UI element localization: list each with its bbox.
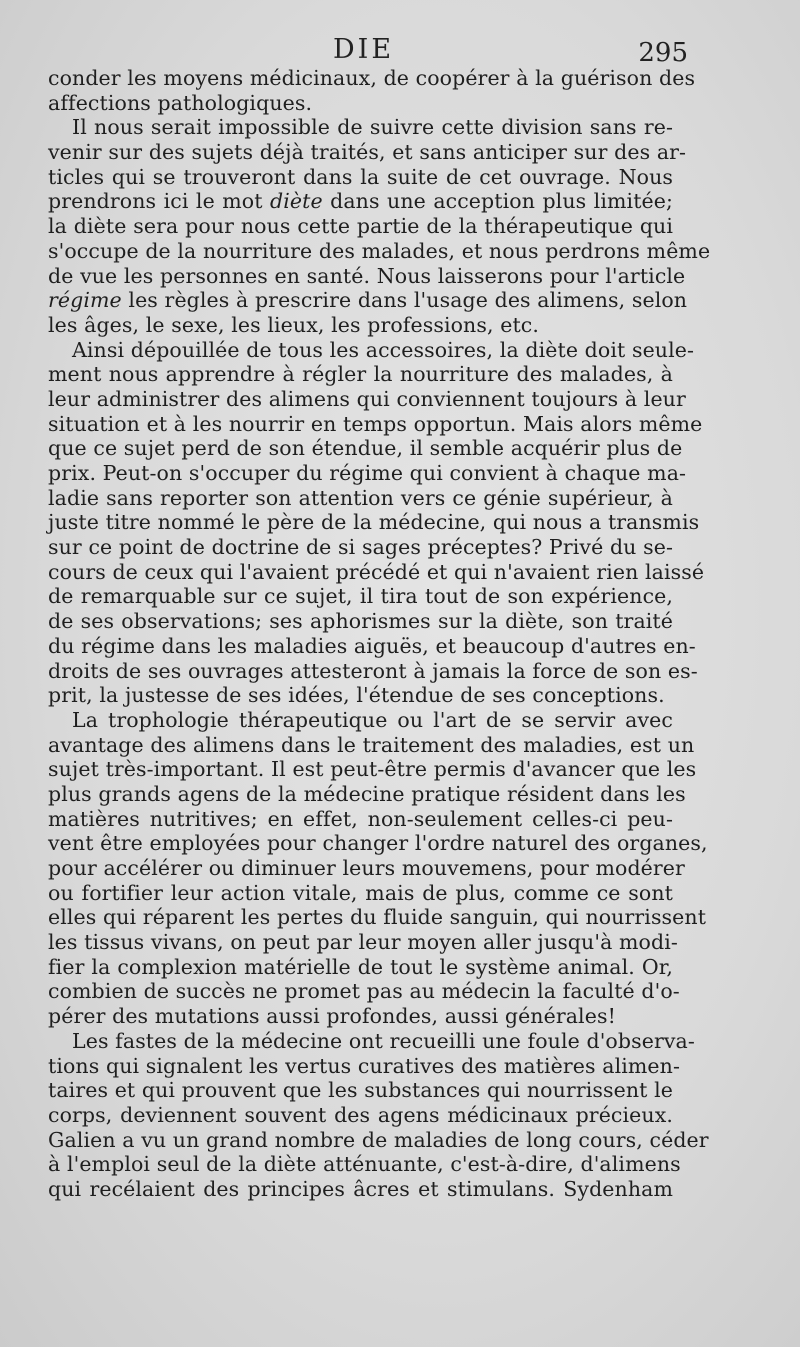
text-line: pérer des mutations aussi profondes, aussi générales! [48, 1004, 616, 1029]
text-line: plus grands agens de la médecine pratique résident dans les [48, 781, 686, 806]
text-line: cours de ceux qui l'avaient précédé et qui n'avaient rien laissé [48, 559, 705, 584]
text-line: venir sur des sujets déjà traités, et sans anticiper sur des ar- [48, 140, 687, 165]
text-line: conder les moyens médicinaux, de coopérer à la guérison des [48, 66, 696, 90]
text-line: prendrons ici le mot diète dans une acception plus limitée; [48, 189, 674, 214]
text-line: s'occupe de la nourriture des malades, et nous perdrons même [48, 238, 711, 263]
text-line: du régime dans les maladies aiguës, et beaucoup d'autres en- [48, 633, 696, 658]
text-line: ladie sans reporter son attention vers ce génie supérieur, à [48, 485, 673, 510]
text-line: elles qui réparent les pertes du fluide sanguin, qui nourrissent [48, 905, 707, 930]
text-line: ment nous apprendre à régler la nourriture des malades, à [48, 362, 673, 387]
text-line: fier la complexion matérielle de tout le système animal. Or, [48, 954, 673, 979]
text-line: combien de succès ne promet pas au médecin la faculté d'o- [48, 979, 680, 1004]
text-line: prix. Peut-on s'occuper du régime qui convient à chaque ma- [48, 461, 687, 485]
text-line: situation et à les nourrir en temps opportun. Mais alors même [48, 411, 703, 436]
text-line: avantage des alimens dans le traitement des maladies, est un [48, 732, 695, 757]
text-line: vent être employées pour changer l'ordre naturel des organes, [48, 831, 708, 856]
text-line: régime les règles à prescrire dans l'usage des alimens, selon [48, 288, 688, 313]
text-line: qui recélaient des principes âcres et stimulans. Sydenham [48, 1176, 673, 1201]
text-line: Il nous serait impossible de suivre cette division sans re- [72, 115, 673, 140]
text-line: matières nutritives; en effet, non-seulement celles-ci peu- [48, 806, 673, 831]
text-line: à l'emploi seul de la diète atténuante, c'est-à-dire, d'alimens [48, 1152, 681, 1177]
text-line: Les fastes de la médecine ont recueilli une foule d'observa- [72, 1028, 695, 1053]
text-line: tions qui signalent les vertus curatives des matières alimen- [48, 1053, 680, 1078]
text-line: taires et qui prouvent que les substances qui nourrissent le [48, 1078, 673, 1103]
text-line: les âges, le sexe, les lieux, les professions, etc. [48, 312, 539, 337]
text-line: sur ce point de doctrine de si sages préceptes? Privé du se- [48, 535, 673, 560]
text-line: sujet très-important. Il est peut-être permis d'avancer que les [48, 757, 697, 782]
text-line: les tissus vivans, on peut par leur moyen aller jusqu'à modi- [48, 930, 678, 955]
text-line: juste titre nommé le père de la médecine, qui nous a transmis [48, 510, 700, 535]
text-line: Ainsi dépouillée de tous les accessoires, la diète doit seule- [72, 337, 695, 362]
text-line: de vue les personnes en santé. Nous laisserons pour l'article [48, 263, 686, 288]
italic-term: régime [48, 288, 122, 313]
text-line: ticles qui se trouveront dans la suite de cet ouvrage. Nous [48, 164, 673, 189]
text-line: de ses observations; ses aphorismes sur la diète, son traité [48, 609, 673, 634]
page-number: 295 [638, 38, 688, 68]
italic-term: diète [270, 189, 323, 214]
text-line: prit, la justesse de ses idées, l'étendue de ses conceptions. [48, 683, 665, 708]
text-line: la diète sera pour nous cette partie de la thérapeutique qui [48, 214, 673, 239]
text-line: pour accélérer ou diminuer leurs mouvemens, pour modérer [48, 856, 685, 880]
text-line: de remarquable sur ce sujet, il tira tout de son expérience, [48, 584, 673, 609]
text-line: affections pathologiques. [48, 90, 313, 115]
body-text [48, 66, 711, 1202]
text-line: La trophologie thérapeutique ou l'art de se servir avec [72, 707, 673, 732]
text-line: ou fortifier leur action vitale, mais de plus, comme ce sont [48, 880, 673, 905]
text-line: leur administrer des alimens qui conviennent toujours à leur [48, 386, 686, 411]
text-line: droits de ses ouvrages attesteront à jamais la force de son es- [48, 658, 698, 683]
running-head-title: DIE [333, 34, 395, 65]
text-line: que ce sujet perd de son étendue, il semble acquérir plus de [48, 436, 683, 461]
text-line: Galien a vu un grand nombre de maladies de long cours, céder [48, 1127, 709, 1152]
text-line: corps, deviennent souvent des agens médicinaux précieux. [48, 1102, 673, 1127]
